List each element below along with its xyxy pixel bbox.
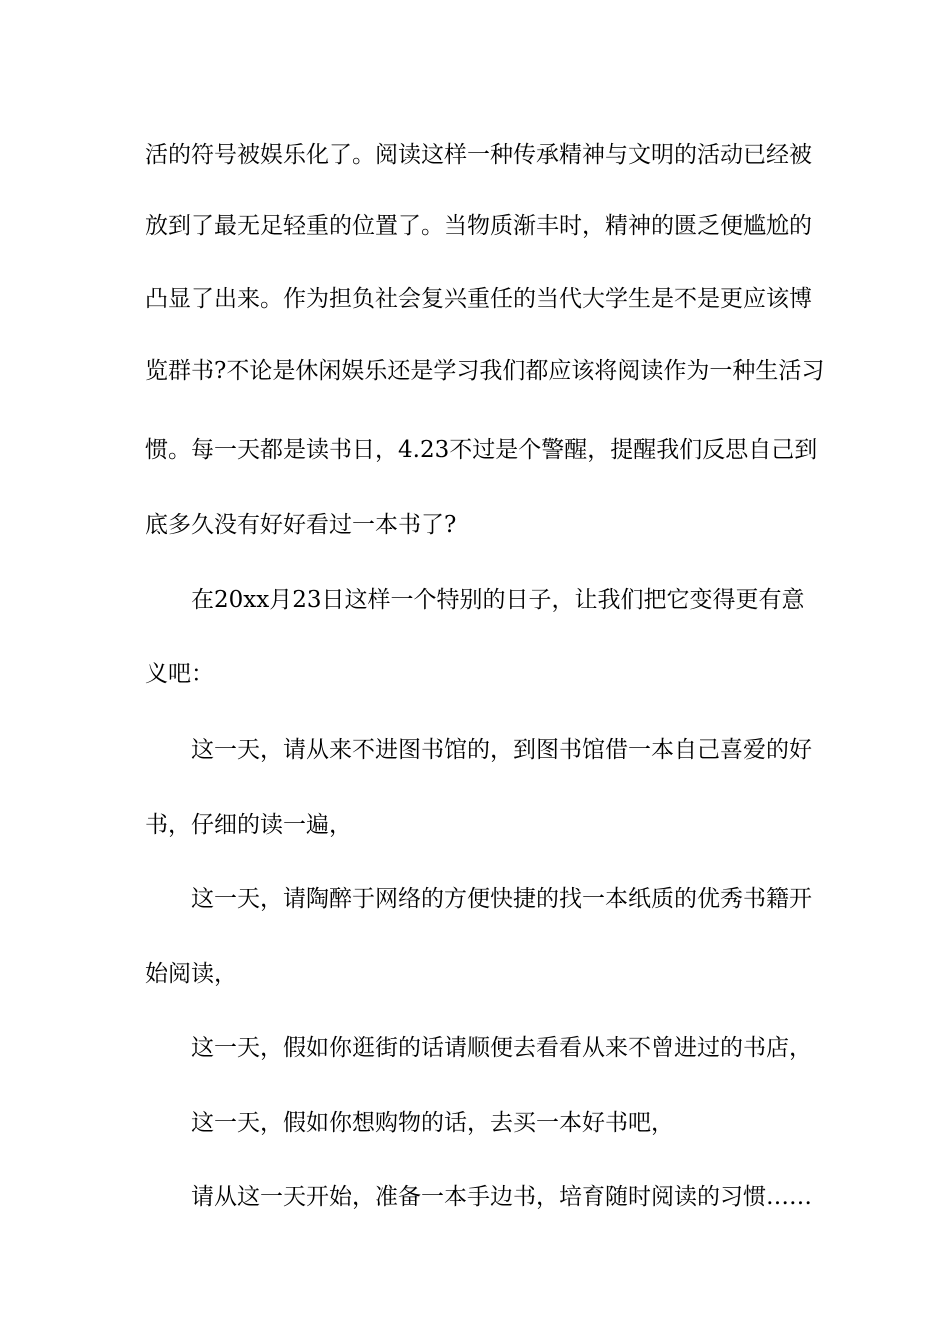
text-line: 这一天，假如你想购物的话，去买一本好书吧，	[191, 1110, 674, 1136]
text-line: 放到了最无足轻重的位置了。当物质渐丰时，精神的匮乏便尴尬的	[145, 213, 812, 239]
text-line: 始阅读，	[145, 961, 237, 987]
text-line: 这一天，假如你逛街的话请顺便去看看从来不曾进过的书店，	[191, 1035, 812, 1061]
text-line: 览群书?不论是休闲娱乐还是学习我们都应该将阅读作为一种生活习	[145, 358, 825, 384]
text-line: 凸显了出来。作为担负社会复兴重任的当代大学生是不是更应该博	[145, 286, 812, 312]
text-line: 书，仔细的读一遍，	[145, 812, 352, 838]
text-line: 在20xx月23日这样一个特别的日子，让我们把它变得更有意	[191, 587, 805, 613]
text-line: 活的符号被娱乐化了。阅读这样一种传承精神与文明的活动已经被	[145, 142, 812, 168]
text-line: 底多久没有好好看过一本书了?	[145, 512, 457, 538]
text-line: 请从这一天开始，准备一本手边书，培育随时阅读的习惯……	[191, 1184, 812, 1210]
text-line: 义吧：	[145, 661, 214, 687]
text-line: 惯。每一天都是读书日，4.23不过是个警醒，提醒我们反思自己到	[145, 437, 818, 463]
text-line: 这一天，请陶醉于网络的方便快捷的找一本纸质的优秀书籍开	[191, 886, 812, 912]
text-line: 这一天，请从来不进图书馆的，到图书馆借一本自己喜爱的好	[191, 737, 812, 763]
